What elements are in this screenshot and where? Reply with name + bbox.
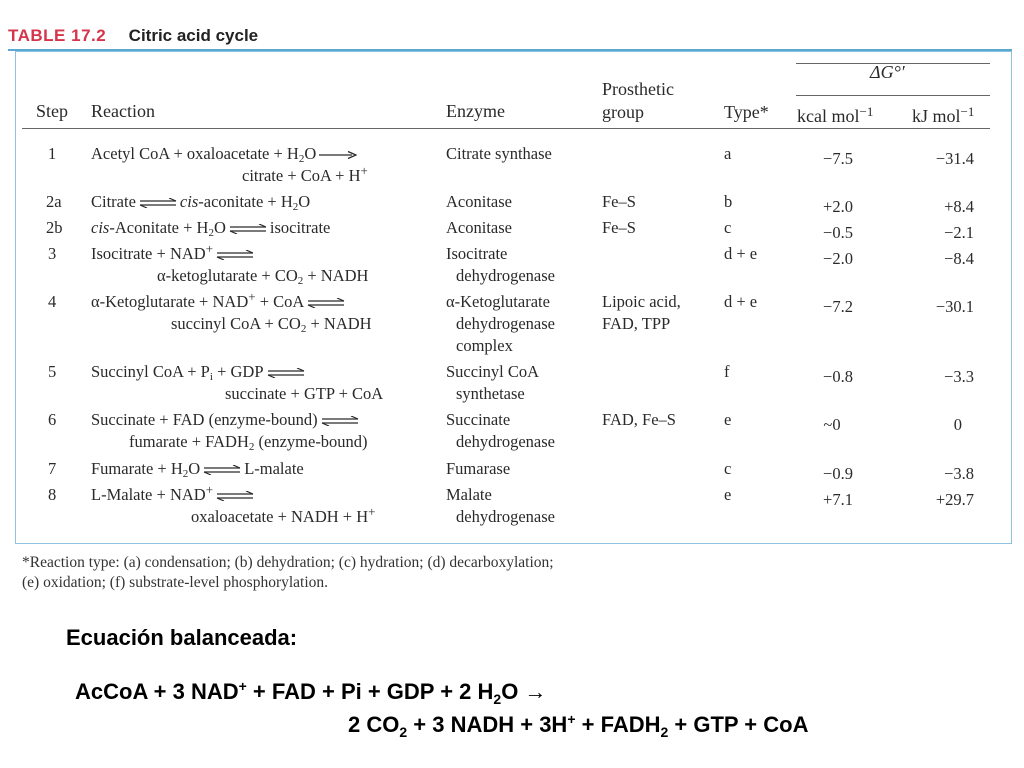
r2a-b: -aconitate + H bbox=[198, 192, 293, 211]
forward-arrow-icon bbox=[319, 150, 357, 160]
kcal-4: −7.2 bbox=[823, 297, 853, 316]
enzyme-4-line1: α-Ketoglutarate bbox=[446, 292, 550, 311]
delta-g-rule bbox=[796, 95, 990, 96]
enzyme-5-line1: Succinyl CoA bbox=[446, 362, 540, 381]
enzyme-4-line2: dehydrogenase bbox=[456, 314, 555, 333]
r2b-a-sub: 2 bbox=[208, 227, 214, 239]
equilibrium-arrow-icon bbox=[216, 491, 254, 501]
r7-a-sub: 2 bbox=[182, 468, 189, 480]
reaction-7 bbox=[91, 458, 304, 480]
header-delta-g: ΔG°′ bbox=[870, 62, 905, 82]
enzyme-3-line2: dehydrogenase bbox=[456, 266, 555, 285]
header-enzyme: Enzyme bbox=[446, 101, 505, 121]
type-2b: c bbox=[724, 218, 732, 237]
kj-exp: −1 bbox=[960, 104, 975, 119]
r6-a: Succinate + FAD (enzyme-bound) bbox=[91, 410, 318, 429]
r8-b: oxaloacetate + NADH + H bbox=[191, 507, 369, 526]
eq1-p2: + FAD + Pi + GDP + 2 H bbox=[246, 679, 494, 704]
r4-b-end: + NADH bbox=[306, 314, 372, 333]
equilibrium-arrow-icon bbox=[267, 368, 305, 378]
r1-b-sup: + bbox=[360, 163, 368, 178]
step-2a: 2a bbox=[46, 192, 62, 211]
enzyme-1: Citrate synthase bbox=[446, 144, 552, 163]
kcal-1: −7.5 bbox=[823, 149, 853, 168]
arrow-right-icon: → bbox=[524, 679, 547, 704]
enzyme-6-line1: Succinate bbox=[446, 410, 511, 429]
table-number: TABLE 17.2 bbox=[8, 26, 107, 45]
eq2-p1-sub: 2 bbox=[399, 724, 408, 740]
kcal-8: +7.1 bbox=[823, 490, 853, 509]
enzyme-4-line3: complex bbox=[456, 336, 513, 355]
kcal-5: −0.8 bbox=[823, 367, 853, 386]
reaction-8-line1 bbox=[91, 484, 257, 506]
r4-b: succinyl CoA + CO bbox=[171, 314, 301, 333]
enzyme-3-line1: Isocitrate bbox=[446, 244, 508, 263]
reaction-4-line1 bbox=[91, 291, 348, 313]
r7-a-end: O bbox=[188, 459, 201, 478]
type-8: e bbox=[724, 485, 732, 504]
r2b-a: -Aconitate + H bbox=[109, 218, 209, 237]
r6-b: fumarate + FADH bbox=[129, 432, 249, 451]
kcal-exp: −1 bbox=[859, 104, 874, 119]
reaction-5-line2: succinate + GTP + CoA bbox=[225, 384, 384, 403]
step-3: 3 bbox=[48, 244, 57, 263]
eq2-p3-sub: 2 bbox=[660, 724, 669, 740]
balanced-title: Ecuación balanceada: bbox=[66, 625, 298, 650]
enzyme-2a: Aconitase bbox=[446, 192, 512, 211]
r5-a: Succinyl CoA + P bbox=[91, 362, 210, 381]
reaction-3-line1 bbox=[91, 243, 257, 265]
reaction-1-line1 bbox=[91, 143, 360, 165]
type-5: f bbox=[724, 362, 730, 381]
type-2a: b bbox=[724, 192, 733, 211]
r4-b-sub: 2 bbox=[300, 323, 307, 335]
r1-b: citrate + CoA + H bbox=[242, 166, 361, 185]
r3-b-sub: 2 bbox=[297, 275, 304, 287]
kcal-6: ~0 bbox=[823, 415, 841, 434]
kcal-2a: +2.0 bbox=[823, 197, 853, 216]
r4-a-end: + CoA bbox=[255, 292, 305, 311]
r7-b: L-malate bbox=[244, 459, 304, 478]
r2b-a-it: cis bbox=[91, 218, 110, 237]
header-rule bbox=[22, 128, 990, 129]
r2a-b-it: cis bbox=[179, 192, 199, 211]
kj-7: −3.8 bbox=[944, 464, 974, 483]
table-name: Citric acid cycle bbox=[128, 26, 259, 45]
enzyme-5-line2: synthetase bbox=[456, 384, 525, 403]
reaction-5-line1 bbox=[91, 361, 308, 383]
type-1: a bbox=[724, 144, 732, 163]
reaction-2b bbox=[91, 217, 330, 239]
reaction-3-line2 bbox=[157, 265, 368, 287]
r2a-b-sub: 2 bbox=[292, 201, 299, 213]
r8-a: L-Malate + NAD bbox=[91, 485, 206, 504]
step-6: 6 bbox=[48, 410, 57, 429]
type-7: c bbox=[724, 459, 732, 478]
r8-b-sup: + bbox=[368, 504, 376, 519]
balanced-equation-line2 bbox=[348, 712, 808, 738]
equilibrium-arrow-icon bbox=[203, 465, 241, 475]
r6-b-end: (enzyme-bound) bbox=[254, 432, 368, 451]
r8-a-sup: + bbox=[205, 482, 214, 497]
kj-3: −8.4 bbox=[944, 249, 974, 268]
eq2-p2-sup: + bbox=[567, 711, 576, 727]
step-8: 8 bbox=[48, 485, 57, 504]
r2a-b-end: O bbox=[298, 192, 311, 211]
r3-b-end: + NADH bbox=[303, 266, 369, 285]
r4-a: α-Ketoglutarate + NAD bbox=[91, 292, 249, 311]
eq2-p2: + 3 NADH + 3H bbox=[407, 712, 568, 737]
r4-a-sup: + bbox=[248, 289, 256, 304]
prosthetic-6: FAD, Fe–S bbox=[602, 410, 676, 429]
r6-b-sub: 2 bbox=[248, 441, 255, 453]
equilibrium-arrow-icon bbox=[307, 298, 345, 308]
r3-b: α-ketoglutarate + CO bbox=[157, 266, 298, 285]
r5-a-end: + GDP bbox=[212, 362, 264, 381]
reaction-1-line2 bbox=[242, 165, 368, 187]
enzyme-8-line1: Malate bbox=[446, 485, 492, 504]
table-title bbox=[8, 26, 258, 48]
type-6: e bbox=[724, 410, 732, 429]
footnote-line1: *Reaction type: (a) condensation; (b) dehydration; (c) hydration; (d) decarboxylation; bbox=[22, 554, 554, 571]
step-4: 4 bbox=[48, 292, 57, 311]
reaction-8-line2 bbox=[191, 506, 375, 528]
kj-5: −3.3 bbox=[944, 367, 974, 386]
r2b-a-end: O bbox=[213, 218, 226, 237]
eq1-p1: AcCoA + 3 NAD bbox=[75, 679, 239, 704]
r1-a: Acetyl CoA + oxaloacetate + H bbox=[91, 144, 299, 163]
enzyme-7: Fumarase bbox=[446, 459, 511, 478]
equilibrium-arrow-icon bbox=[139, 198, 177, 208]
header-type: Type* bbox=[724, 102, 769, 122]
header-prosthetic-line1: Prosthetic bbox=[602, 79, 674, 99]
r2b-b: isocitrate bbox=[269, 218, 331, 237]
equilibrium-arrow-icon bbox=[216, 250, 254, 260]
reaction-6-line1 bbox=[91, 409, 362, 431]
r3-a-sup: + bbox=[205, 241, 214, 256]
prosthetic-4-line2: FAD, TPP bbox=[602, 314, 671, 333]
eq2-p3: + FADH bbox=[575, 712, 661, 737]
type-4: d + e bbox=[724, 292, 758, 311]
prosthetic-4-line1: Lipoic acid, bbox=[602, 292, 681, 311]
enzyme-6-line2: dehydrogenase bbox=[456, 432, 555, 451]
eq1-p3: O bbox=[501, 679, 525, 704]
kj-4: −30.1 bbox=[935, 297, 974, 316]
header-prosthetic-line2: group bbox=[602, 102, 644, 122]
enzyme-2b: Aconitase bbox=[446, 218, 512, 237]
kj-8: +29.7 bbox=[935, 490, 974, 509]
equilibrium-arrow-icon bbox=[321, 416, 359, 426]
step-1: 1 bbox=[48, 144, 57, 163]
kcal-7: −0.9 bbox=[823, 464, 853, 483]
kj-2b: −2.1 bbox=[944, 223, 974, 242]
r1-a-end: O bbox=[304, 144, 317, 163]
step-5: 5 bbox=[48, 362, 57, 381]
type-3: d + e bbox=[724, 244, 758, 263]
eq1-p2-sub: 2 bbox=[493, 691, 502, 707]
step-2b: 2b bbox=[46, 218, 63, 237]
r2a-a: Citrate bbox=[91, 192, 136, 211]
eq1-p1-sup: + bbox=[238, 678, 247, 694]
kcal-unit: kcal mol bbox=[797, 106, 860, 126]
r3-a: Isocitrate + NAD bbox=[91, 244, 206, 263]
kj-1: −31.4 bbox=[935, 149, 974, 168]
r5-a-sub: i bbox=[209, 371, 213, 383]
header-step: Step bbox=[36, 101, 69, 121]
header-kj bbox=[912, 105, 974, 128]
step-7: 7 bbox=[48, 459, 57, 478]
r7-a: Fumarate + H bbox=[91, 459, 183, 478]
eq2-p4: + GTP + CoA bbox=[668, 712, 809, 737]
kcal-2b: −0.5 bbox=[823, 223, 853, 242]
prosthetic-2b: Fe–S bbox=[602, 218, 636, 237]
balanced-equation-line1 bbox=[75, 679, 546, 705]
equilibrium-arrow-icon bbox=[229, 224, 267, 234]
prosthetic-2a: Fe–S bbox=[602, 192, 636, 211]
reaction-6-line2 bbox=[129, 431, 368, 453]
reaction-4-line2 bbox=[171, 313, 372, 335]
kj-6: 0 bbox=[953, 415, 962, 434]
kj-unit: kJ mol bbox=[912, 106, 961, 126]
reaction-2a bbox=[91, 191, 310, 213]
r1-a-sub: 2 bbox=[298, 153, 305, 165]
header-kcal bbox=[797, 105, 873, 128]
header-reaction: Reaction bbox=[91, 101, 155, 121]
eq2-p1: 2 CO bbox=[348, 712, 400, 737]
kj-2a: +8.4 bbox=[944, 197, 974, 216]
enzyme-8-line2: dehydrogenase bbox=[456, 507, 555, 526]
footnote-line2: (e) oxidation; (f) substrate-level phosphorylation. bbox=[22, 574, 329, 591]
kcal-3: −2.0 bbox=[823, 249, 853, 268]
